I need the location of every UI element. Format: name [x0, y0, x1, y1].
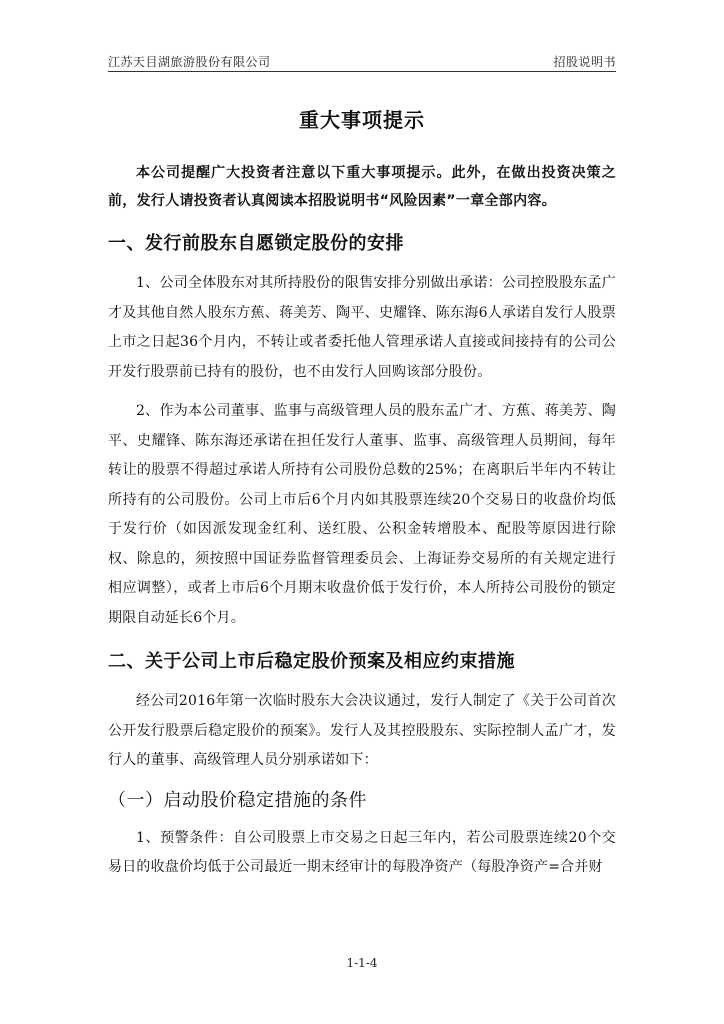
page-title: 重大事项提示: [299, 108, 425, 132]
header-rule: [108, 71, 616, 72]
intro-paragraph: 本公司提醒广大投资者注意以下重大事项提示。此外，在做出投资决策之前，发行人请投资者认真阅读本招股说明书“风险因素”一章全部内容。: [108, 165, 616, 209]
section-heading-price-stabilization: 二、关于公司上市后稳定股价预案及相应约束措施: [108, 651, 515, 672]
paragraph: 1、预警条件：自公司股票上市交易之日起三年内，若公司股票连续20个交易日的收盘价均低于公司最近一期末经审计的每股净资产（每股净资产=合并财: [108, 829, 616, 875]
page-number: 1-1-4: [346, 956, 378, 970]
header-document-type: 招股说明书: [553, 55, 616, 69]
header-company-name: 江苏天目湖旅游股份有限公司: [108, 55, 271, 69]
page-header: [108, 50, 616, 70]
section-heading-lockup: 一、发行前股东自愿锁定股份的安排: [108, 233, 404, 254]
page-content: [108, 104, 616, 893]
paragraph: 1、公司全体股东对其所持股份的限售安排分别做出承诺：公司控股股东孟广才及其他自然人股东方蕉、蒋美芳、陶平、史耀锋、陈东海6人承诺自发行人股票上市之日起36个月内，不转让或者委托他人管理承诺人直接或间接持有的公司公开发行股票前已持有的股份，也不由发行人回购该部分股份。: [108, 275, 616, 380]
paragraph: 经公司2016年第一次临时股东大会决议通过，发行人制定了《关于公司首次公开发行股票后稳定股价的预案》。发行人及其控股股东、实际控制人孟广才，发行人的董事、高级管理人员分别承诺如下：: [108, 693, 616, 768]
paragraph: 2、作为本公司董事、监事与高级管理人员的股东孟广才、方蕉、蒋美芳、陶平、史耀锋、陈东海还承诺在担任发行人董事、监事、高级管理人员期间，每年转让的股票不得超过承诺人所持有公司股份总数的25%；在离职后半年内不转让所持有的公司股份。公司上市后6个月内如其股票连续20个交易日的收盘价均低于发行价（如因派发现金红利、送红股、公积金转增股本、配股等原因进行除权、除息的，须按照中国证券监督管理委员会、上海证券交易所的有关规定进行相应调整），或者上市后6个月期末收盘价低于发行价，本人所持公司股份的锁定期限自动延长6个月。: [108, 403, 616, 626]
subsection-heading-trigger-conditions: （一）启动股价稳定措施的条件: [108, 789, 367, 811]
